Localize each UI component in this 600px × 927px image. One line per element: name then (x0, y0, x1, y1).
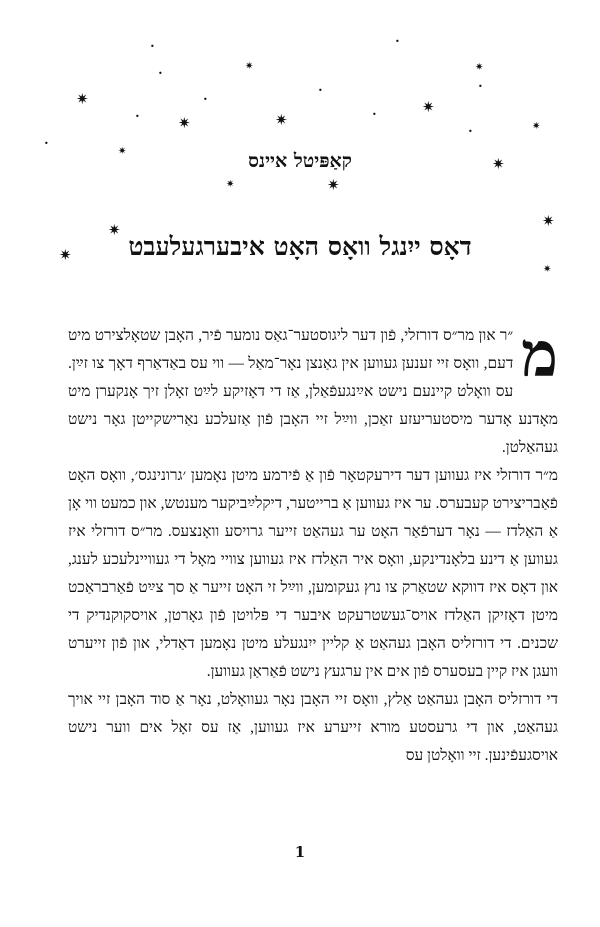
chapter-label: קאַפּיטל איינס (248, 150, 352, 172)
star-icon: ✷ (532, 121, 541, 132)
star-icon: ✷ (59, 246, 72, 264)
star-icon: ✷ (108, 221, 121, 239)
star-icon: ✷ (245, 61, 254, 72)
chapter-body (68, 318, 558, 770)
star-dot-icon: • (372, 110, 377, 119)
chapter-title: דאָס ייִנגל וואָס האָט איבערגעלעבט (128, 232, 472, 261)
paragraph-1 (68, 318, 558, 462)
star-dot-icon: • (468, 127, 473, 136)
star-dot-icon: • (395, 37, 400, 46)
star-icon: ✷ (475, 62, 484, 73)
paragraph-1-text: ״ר און מר״ס דורזלי, פֿון דער ליגוסטער־גאַס נומער פֿיר, האָבן שטאָלצירט מיט דעם, וואָס זיי זענען געווען אין גאַנצן נאָר־מאַל — ווי עס באַדאַרף דאָך צו זײַן. עס וואָלט קיינעם נישט אײַנגעפֿאַלן, אַז די דאָזיקע לײַט זאָלן זיך אָנקערן מיט מאָדנע אָדער מיסטעריעזע זאַכן, ווײַל זיי האָבן פֿון אַזעלכע נאַרישקייטן גאָר נישט געהאַלטן. (68, 327, 558, 456)
page-number: 1 (294, 843, 306, 861)
star-icon: ✷ (543, 264, 552, 275)
paragraph-2: מ״ר דורזלי איז געווען דער דירעקטאָר פֿון אַ פֿירמע מיטן נאָמען ׳גרונינגס׳, וואָס האָט פֿאַבריצירט קעבערס. ער איז געווען אַ ברייטער, דיקלײַביקער מענטש, און כמעט ווי אָן אַ האַלדז — נאָר דערפֿאַר האָט ער געהאַט זייער גרויסע וואָנצעס. מר״ס דורזלי איז געווען אַ דינע בלאָנדינקע, וואָס איר האַלדז איז געווען צוויי מאָל די געוויינלעכע לענג, און דאָס איז דווקא שטאַרק צו נוץ געקומען, ווײַל זי האָט זייער אַ סך צײַט פֿאַרבראַכט מיטן דאָזיקן האַלדז אויס־געשטרעקט איבער די פּלויטן פֿון גאָרטן, אויסקוקנדיק די שכנים. די דורזליס האָבן געהאַט אַ קליין ייִנגעלע מיטן נאָמען דאַדלי, און פֿון זייערט וועגן איז קיין בעסערס פֿון אים אין ערגעץ נישט פֿאַראַן געווען. (68, 467, 558, 680)
star-icon: ✷ (118, 146, 127, 157)
star-dot-icon: • (203, 95, 208, 104)
star-icon: ✷ (492, 155, 505, 173)
star-dot-icon: • (158, 69, 163, 78)
star-icon: ✷ (178, 114, 191, 132)
star-dot-icon: • (135, 112, 140, 121)
drop-cap: מ (521, 318, 558, 391)
star-dot-icon: • (44, 139, 49, 148)
star-icon: ✷ (542, 212, 555, 230)
star-icon: ✷ (226, 179, 235, 190)
star-icon: ✷ (76, 90, 89, 108)
star-icon: ✷ (275, 111, 288, 129)
star-dot-icon: • (150, 42, 155, 51)
star-icon: ✷ (327, 176, 340, 194)
star-dot-icon: • (318, 86, 323, 95)
star-icon: ✷ (422, 98, 435, 116)
paragraph-3: די דורזליס האָבן געהאַט אַלץ, וואָס זיי האָבן נאָר געוואָלט, נאָר אַ סוד האָבן זיי אויך געהאַט, און די גרעסטע מורא זייערע איז געווען, אַז עס זאָל אים ווער נישט אויסגעפֿינען. זיי וואָלטן עס (68, 691, 558, 764)
star-dot-icon: • (478, 82, 483, 91)
